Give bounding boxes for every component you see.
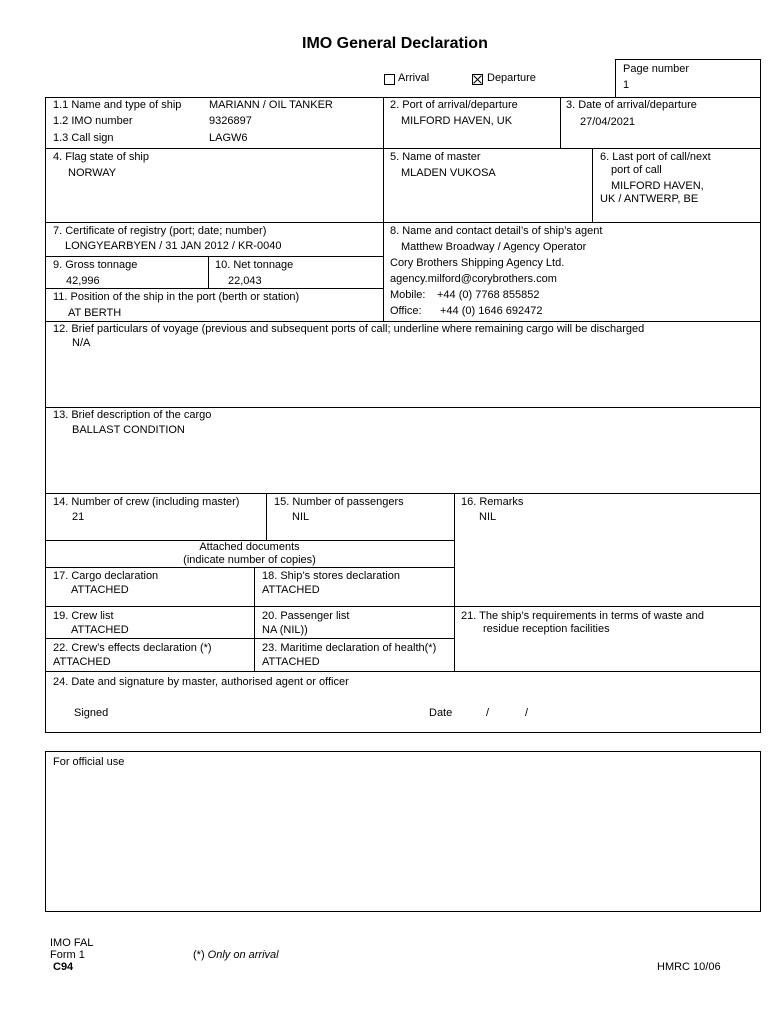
ship-name-value[interactable]: MARIANN / OIL TANKER bbox=[209, 99, 333, 111]
agent-label: 8. Name and contact detail’s of ship’s agent bbox=[390, 225, 603, 237]
arrival-label: Arrival bbox=[398, 72, 430, 84]
last-port-value-2[interactable]: UK / ANTWERP, BE bbox=[600, 193, 699, 205]
date-separator-2: / bbox=[525, 707, 529, 719]
cargo-declaration-label: 17. Cargo declaration bbox=[53, 570, 159, 582]
port-label: 2. Port of arrival/departure bbox=[390, 99, 518, 111]
call-sign-value[interactable]: LAGW6 bbox=[209, 132, 248, 144]
health-declaration-label: 23. Maritime declaration of health(*) bbox=[262, 642, 437, 654]
flag-state-value[interactable]: NORWAY bbox=[68, 167, 117, 179]
cargo-description-label: 13. Brief description of the cargo bbox=[53, 409, 212, 421]
signed-label: Signed bbox=[74, 707, 109, 719]
ship-name-label: 1.1 Name and type of ship bbox=[53, 99, 182, 111]
imo-number-value[interactable]: 9326897 bbox=[209, 115, 252, 127]
passenger-count-value[interactable]: NIL bbox=[292, 511, 310, 523]
certificate-label: 7. Certificate of registry (port; date; number) bbox=[53, 225, 267, 237]
last-port-label: 6. Last port of call/next bbox=[600, 151, 711, 163]
waste-requirements-label: 21. The ship’s requirements in terms of waste and bbox=[461, 610, 704, 622]
port-value[interactable]: MILFORD HAVEN, UK bbox=[401, 115, 513, 127]
stores-declaration-label: 18. Ship’s stores declaration bbox=[262, 570, 400, 582]
flag-state-label: 4. Flag state of ship bbox=[53, 151, 149, 163]
position-label: 11. Position of the ship in the port (berth or station) bbox=[53, 291, 300, 303]
voyage-value[interactable]: N/A bbox=[72, 337, 91, 349]
last-port-label-2: port of call bbox=[611, 164, 662, 176]
voyage-label: 12. Brief particulars of voyage (previous and subsequent ports of call; underline where remaining cargo will be discharged bbox=[53, 323, 645, 335]
passenger-list-value[interactable]: NA (NIL)) bbox=[262, 624, 308, 636]
agent-office-value[interactable]: +44 (0) 1646 692472 bbox=[440, 305, 543, 317]
footer-note-text: Only on arrival bbox=[207, 949, 279, 961]
date-separator-1: / bbox=[486, 707, 490, 719]
remarks-value[interactable]: NIL bbox=[479, 511, 497, 523]
cargo-declaration-value[interactable]: ATTACHED bbox=[71, 584, 129, 596]
official-use-box bbox=[45, 751, 761, 912]
crew-count-label: 14. Number of crew (including master) bbox=[53, 496, 240, 508]
agent-mobile-label: Mobile: bbox=[390, 289, 426, 301]
cargo-description-value[interactable]: BALLAST CONDITION bbox=[72, 424, 185, 436]
footer-hmrc: HMRC 10/06 bbox=[657, 961, 721, 973]
passenger-list-label: 20. Passenger list bbox=[262, 610, 350, 622]
position-value[interactable]: AT BERTH bbox=[68, 307, 122, 319]
crew-effects-label: 22. Crew’s effects declaration (*) bbox=[53, 642, 212, 654]
page-title: IMO General Declaration bbox=[302, 35, 488, 52]
date-arrival-value[interactable]: 27/04/2021 bbox=[580, 116, 636, 128]
agent-contact-name[interactable]: Matthew Broadway / Agency Operator bbox=[401, 241, 587, 253]
arrival-checkbox[interactable] bbox=[384, 74, 395, 85]
footer-note-prefix: (*) bbox=[193, 949, 205, 961]
call-sign-label: 1.3 Call sign bbox=[53, 132, 114, 144]
agent-mobile-value[interactable]: +44 (0) 7768 855852 bbox=[437, 289, 540, 301]
crew-effects-value[interactable]: ATTACHED bbox=[53, 656, 111, 668]
crew-list-label: 19. Crew list bbox=[53, 610, 114, 622]
official-use-label: For official use bbox=[53, 756, 125, 768]
net-tonnage-label: 10. Net tonnage bbox=[215, 259, 294, 271]
net-tonnage-value[interactable]: 22,043 bbox=[228, 275, 262, 287]
footer-c94: C94 bbox=[53, 961, 74, 973]
crew-list-value[interactable]: ATTACHED bbox=[71, 624, 129, 636]
health-declaration-value[interactable]: ATTACHED bbox=[262, 656, 320, 668]
certificate-value[interactable]: LONGYEARBYEN / 31 JAN 2012 / KR-0040 bbox=[65, 240, 282, 252]
master-name-value[interactable]: MLADEN VUKOSA bbox=[401, 167, 496, 179]
master-name-label: 5. Name of master bbox=[390, 151, 481, 163]
imo-number-label: 1.2 IMO number bbox=[53, 115, 133, 127]
agent-company[interactable]: Cory Brothers Shipping Agency Ltd. bbox=[390, 257, 565, 269]
footer-note bbox=[193, 949, 279, 962]
attached-documents-subtitle: (indicate number of copies) bbox=[183, 554, 316, 566]
departure-label: Departure bbox=[487, 72, 536, 84]
signature-section-label: 24. Date and signature by master, authorised agent or officer bbox=[53, 676, 349, 688]
gross-tonnage-value[interactable]: 42,996 bbox=[66, 275, 100, 287]
footer-form-number: Form 1 bbox=[50, 949, 85, 961]
passenger-count-label: 15. Number of passengers bbox=[274, 496, 404, 508]
date-label: Date bbox=[429, 707, 453, 719]
attached-documents-title: Attached documents bbox=[199, 541, 300, 553]
agent-office-label: Office: bbox=[390, 305, 422, 317]
footer-form-code: IMO FAL bbox=[50, 937, 94, 949]
agent-email[interactable]: agency.milford@corybrothers.com bbox=[390, 273, 557, 285]
page-number-value[interactable]: 1 bbox=[623, 79, 630, 91]
departure-checkbox[interactable] bbox=[472, 74, 483, 85]
last-port-value[interactable]: MILFORD HAVEN, bbox=[611, 180, 704, 192]
date-arrival-label: 3. Date of arrival/departure bbox=[566, 99, 697, 111]
waste-requirements-label-2: residue reception facilities bbox=[483, 623, 610, 635]
crew-count-value[interactable]: 21 bbox=[72, 511, 85, 523]
gross-tonnage-label: 9. Gross tonnage bbox=[53, 259, 138, 271]
remarks-label: 16. Remarks bbox=[461, 496, 524, 508]
page-number-label: Page number bbox=[623, 63, 690, 75]
stores-declaration-value[interactable]: ATTACHED bbox=[262, 584, 320, 596]
